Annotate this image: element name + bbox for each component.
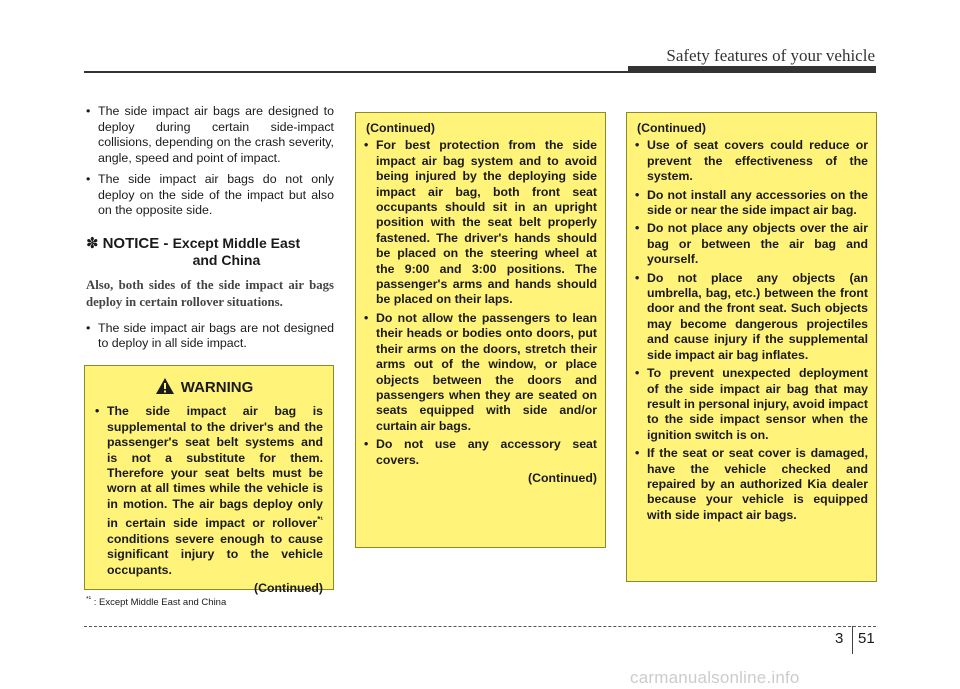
warning-heading: [95, 377, 313, 398]
watermark: carmanualsonline.info: [630, 668, 800, 687]
right-bullet-5: • To prevent unexpected deployment of the side impact air bag that may result in personal injury, avoid impact to the side impact sensor when the ignition switch is on.: [635, 366, 868, 443]
middle-caution-box: [355, 112, 606, 548]
page-number: 51: [858, 630, 875, 647]
right-caution-box: [626, 112, 877, 582]
page-header-title: Safety features of your vehicle: [666, 46, 875, 65]
notice-heading: [86, 235, 334, 269]
footnote-text: : Except Middle East and China: [91, 597, 227, 609]
notice-label: NOTICE -: [102, 234, 169, 252]
page-chapter-number: 3: [835, 630, 844, 647]
left-column: [86, 104, 334, 358]
footnote: [86, 596, 226, 608]
after-notice-bullet: • The side impact air bags are not designed to deploy in all side impact.: [86, 321, 334, 352]
middle-bullet-2: • Do not allow the passengers to lean their heads or bodies onto doors, put their arms on the doors, stretch their arms out of the window, or place objects between the doors and passengers when they are seated on seats equipped with side and/or curtain air bags.: [364, 311, 597, 434]
right-continued-head: (Continued): [637, 121, 706, 135]
warning-bullet-text: The side impact air bag is supplemental to the driver's and the passenger's seat belt systems and is not a substitute for them. Therefore your seat belts must be worn at all times while the vehicle is in motion. The air bags deploy only in certain side impact or rollover: [107, 404, 323, 531]
warning-bullet-text-after: conditions severe enough to cause significant injury to the vehicle occupants.: [107, 531, 323, 577]
right-bullet-4: • Do not place any objects (an umbrella, bag, etc.) between the front door and the front seat. Such objects may become dangerous projectiles and cause injury if the supplemental side impact air bag inflates.: [635, 271, 868, 363]
intro-bullet-1: • The side impact air bags are designed to deploy during certain side-impact collisions, depending on the crash severity, angle, speed and point of impact.: [86, 104, 334, 166]
right-bullet-6: • If the seat or seat cover is damaged, have the vehicle checked and repaired by an authorized Kia dealer because your vehicle is equipped with side impact air bags.: [635, 446, 868, 523]
warning-bullet-list: [95, 404, 323, 578]
warning-box: [84, 365, 334, 595]
middle-bullet-1: • For best protection from the side impact air bag system and to avoid being injured by the deploying side impact air bag, both front seat occupants should sit in an upright position with the seat belt properly fastened. The driver's hands should be placed on the steering wheel at the 9:00 and 3:00 positions. The passenger's arms and hands should be placed on their laps.: [364, 138, 597, 307]
intro-bullet-2: • The side impact air bags do not only deploy on the side of the impact but also on the opposite side.: [86, 172, 334, 219]
warning-bullet: [95, 404, 323, 578]
right-bullet-3: • Do not place any objects over the air bag or between the air bag and yourself.: [635, 221, 868, 267]
intro-bullet-list: [86, 104, 334, 219]
page-number-divider: [852, 626, 853, 654]
footnote-mark: *¹: [86, 596, 92, 603]
middle-continued-head: (Continued): [366, 121, 435, 135]
after-notice-bullet-list: [86, 321, 334, 352]
notice-body: Also, both sides of the side impact air bags deploy in certain rollover situations.: [86, 277, 334, 309]
notice-subtitle-2: and China: [192, 251, 261, 268]
middle-bullet-list: [364, 138, 597, 468]
middle-bullet-3: • Do not use any accessory seat covers.: [364, 437, 597, 468]
warning-title: WARNING: [180, 379, 254, 396]
header-rule: [84, 71, 876, 73]
right-bullet-list: [635, 138, 868, 523]
warning-continued: (Continued): [254, 580, 323, 595]
warning-footnote-mark: *¹: [317, 515, 323, 525]
notice-subtitle-1: Except Middle East: [172, 234, 301, 251]
middle-continued-tail: (Continued): [528, 470, 597, 485]
right-bullet-2: • Do not install any accessories on the side or near the side impact air bag.: [635, 188, 868, 219]
right-bullet-1: • Use of seat covers could reduce or prevent the effectiveness of the system.: [635, 138, 868, 184]
notice-star-icon: ✽: [86, 234, 99, 252]
warning-triangle-icon: [155, 377, 175, 398]
footer-rule: [84, 626, 876, 627]
